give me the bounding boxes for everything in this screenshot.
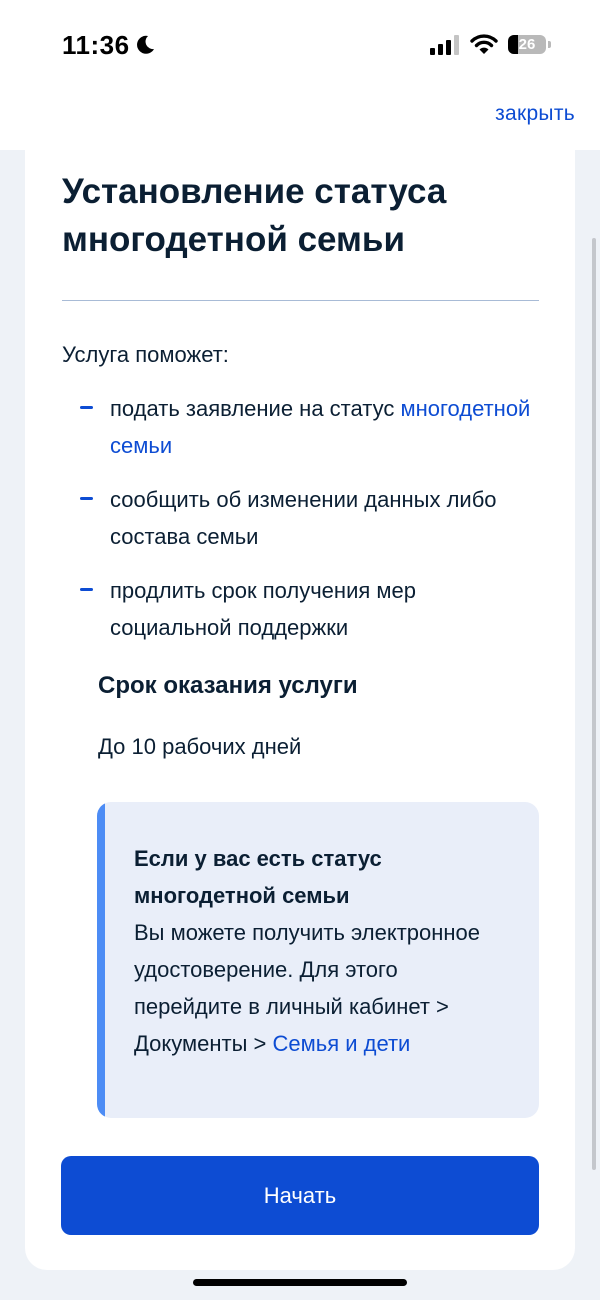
- large-family-link[interactable]: многодетной семьи: [110, 396, 531, 458]
- info-title: Если у вас есть статус многодетной семьи: [134, 846, 382, 908]
- service-card: [25, 150, 575, 1270]
- signal-icon: [430, 35, 460, 55]
- dash-bullet-icon: [80, 497, 93, 500]
- info-box: [97, 802, 539, 1118]
- wifi-icon: [470, 33, 498, 55]
- info-body: Вы можете получить электронное удостоверение. Для этого перейдите в личный кабинет > Документы >: [134, 920, 481, 1056]
- battery-level: 26: [518, 36, 536, 53]
- list-item-text: подать заявление на статус: [110, 396, 401, 421]
- home-indicator[interactable]: [193, 1279, 407, 1286]
- service-term-heading: Срок оказания услуги: [98, 672, 358, 699]
- battery-cap: [548, 41, 551, 48]
- service-term-value: До 10 рабочих дней: [98, 734, 302, 759]
- start-button[interactable]: Начать: [61, 1156, 539, 1235]
- scrollbar[interactable]: [592, 238, 596, 1170]
- dash-bullet-icon: [80, 406, 93, 409]
- close-link[interactable]: закрыть: [495, 102, 575, 125]
- page-title: Установление статуса многодетной семьи: [62, 172, 447, 259]
- list-item-text: продлить срок получения мер социальной поддержки: [110, 578, 416, 640]
- divider: [62, 300, 539, 301]
- dash-bullet-icon: [80, 588, 93, 591]
- intro-text: Услуга поможет:: [62, 342, 229, 367]
- list-item-text: сообщить об изменении данных либо состава семьи: [110, 487, 497, 549]
- status-time: 11:36: [62, 30, 130, 60]
- info-accent-bar: [97, 802, 105, 1118]
- top-bar: [0, 0, 600, 150]
- battery-icon: [508, 35, 546, 54]
- status-bar: [0, 0, 600, 90]
- family-and-children-link[interactable]: Семья и дети: [272, 1031, 411, 1056]
- moon-icon: [134, 34, 156, 56]
